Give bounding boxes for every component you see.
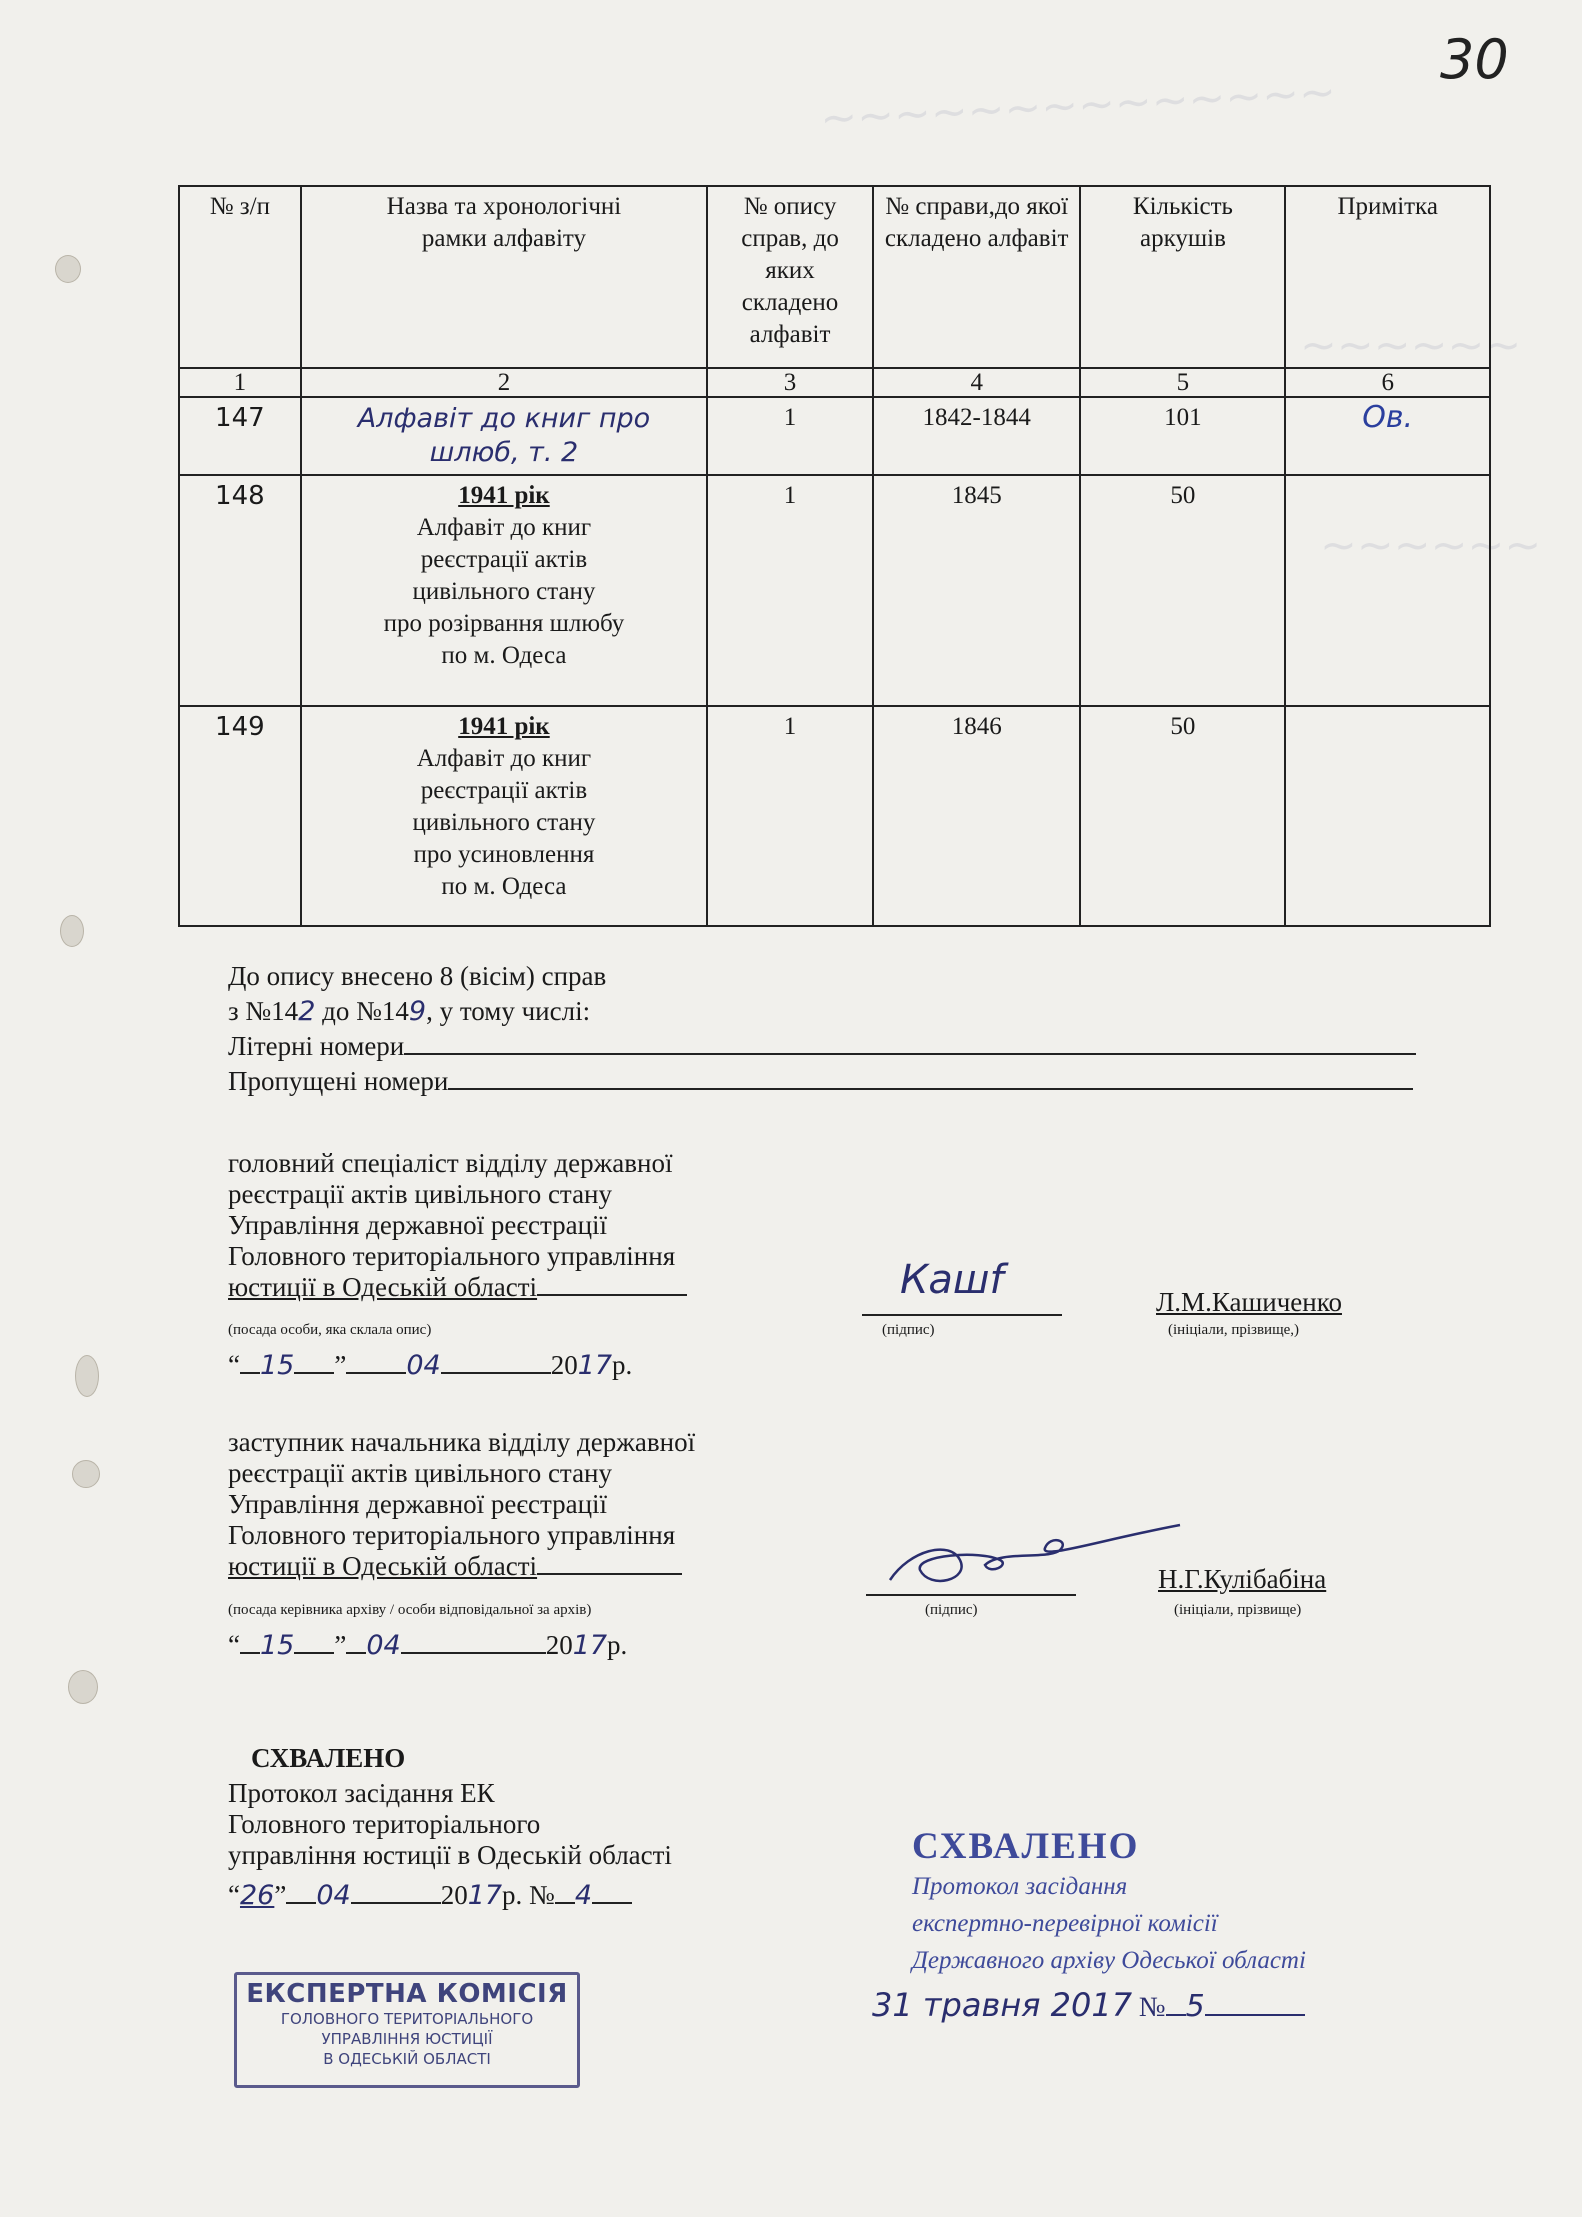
column-number: 5 — [1080, 368, 1285, 397]
row-title: 1941 рік Алфавіт до книг реєстрації актів цивільного стану про усиновлення по м. Одеса — [301, 706, 707, 926]
column-number: 1 — [179, 368, 301, 397]
compiler-signature: Кашf — [900, 1257, 1004, 1303]
punch-hole — [60, 915, 84, 947]
bleed-through-decor: ~~~~~~ — [1300, 320, 1522, 371]
archive-approval-date: 31 травня 2017 № 5 — [872, 1990, 1305, 2023]
row-note: Ов. — [1285, 397, 1490, 475]
archive-approval-stamp: СХВАЛЕНО Протокол засідання експертно-перевірної комісії Державного архіву Одеської області — [912, 1826, 1306, 1974]
approver-position-caption: (посада керівника архіву / особи відповідальної за архів) — [228, 1602, 592, 1618]
approval-left-heading: СХВАЛЕНО — [251, 1743, 406, 1773]
header-cell: № справи,до якої складено алфавіт — [873, 186, 1081, 368]
approval-left-date: “26” 04 2017р. № 4 — [228, 1880, 632, 1911]
header-cell: Примітка — [1285, 186, 1490, 368]
row-number: 148 — [179, 475, 301, 706]
column-number-row — [179, 368, 1490, 397]
punch-hole — [55, 255, 81, 283]
approver-date: “ 15 ” 04 2017р. — [228, 1630, 628, 1661]
row-note — [1285, 706, 1490, 926]
inventory-table — [178, 185, 1491, 927]
row-sprava: 1846 — [873, 706, 1081, 926]
header-cell: Кількість аркушів — [1080, 186, 1285, 368]
row-opys: 1 — [707, 397, 873, 475]
table-row — [179, 397, 1490, 475]
table-header-row — [179, 186, 1490, 368]
punch-hole — [75, 1355, 99, 1397]
bleed-through-decor: ~~~~~~~~~~~~~~ — [819, 66, 1338, 145]
approver-name-caption: (ініціали, прізвище) — [1174, 1602, 1302, 1618]
compiler-date: “ 15 ” 04 2017р. — [228, 1350, 633, 1381]
compiler-name-caption: (ініціали, прізвище,) — [1168, 1322, 1300, 1338]
header-cell: № з/п — [179, 186, 301, 368]
header-cell: Назва та хронологічні рамки алфавіту — [301, 186, 707, 368]
column-number: 3 — [707, 368, 873, 397]
expert-commission-stamp: ЕКСПЕРТНА КОМІСІЯ ГОЛОВНОГО ТЕРИТОРІАЛЬНОГО УПРАВЛІННЯ ЮСТИЦІЇ В ОДЕСЬКІЙ ОБЛАСТІ — [234, 1972, 580, 2088]
row-sheets: 101 — [1080, 397, 1285, 475]
compiler-position: головний спеціаліст відділу державної реєстрації актів цивільного стану Управління державної реєстрації Головного територіального управління юстиції в Одеській області — [228, 1148, 687, 1303]
row-sprava: 1845 — [873, 475, 1081, 706]
header-cell: № опису справ, до яких складено алфавіт — [707, 186, 873, 368]
compiler-signature-line — [862, 1314, 1062, 1316]
bleed-through-decor: ~~~~~~ — [1320, 520, 1542, 571]
compiler-signature-caption: (підпис) — [882, 1322, 935, 1338]
approval-left-body: Протокол засідання ЕК Головного територіального управління юстиції в Одеській області — [228, 1778, 672, 1870]
column-number: 4 — [873, 368, 1081, 397]
row-title-handwritten: Алфавіт до книг про шлюб, т. 2 — [301, 397, 707, 475]
approver-position: заступник начальника відділу державної реєстрації актів цивільного стану Управління державної реєстрації Головного територіального управління юстиції в Одеській області — [228, 1427, 696, 1581]
row-opys: 1 — [707, 475, 873, 706]
column-number: 2 — [301, 368, 707, 397]
approver-signature-caption: (підпис) — [925, 1602, 978, 1618]
page-number: 30 — [1440, 28, 1509, 91]
approver-signature-line — [866, 1594, 1076, 1596]
summary-line-2: з №142 до №149, у тому числі: — [228, 996, 591, 1027]
column-number: 6 — [1285, 368, 1490, 397]
table-row — [179, 475, 1490, 706]
row-sprava: 1842-1844 — [873, 397, 1081, 475]
row-title: 1941 рік Алфавіт до книг реєстрації актів цивільного стану про розірвання шлюбу по м. Одеса — [301, 475, 707, 706]
row-number: 149 — [179, 706, 301, 926]
missing-numbers-line: Пропущені номери — [228, 1066, 1413, 1097]
compiler-name: Л.М.Кашиченко — [1156, 1287, 1342, 1317]
row-sheets: 50 — [1080, 706, 1285, 926]
row-note — [1285, 475, 1490, 706]
summary-line-1: До опису внесено 8 (вісім) справ — [228, 961, 607, 991]
row-sheets: 50 — [1080, 475, 1285, 706]
approver-signature — [870, 1510, 1190, 1600]
compiler-position-caption: (посада особи, яка склала опис) — [228, 1322, 432, 1338]
letter-numbers-line: Літерні номери — [228, 1031, 1416, 1062]
approver-name: Н.Г.Кулібабіна — [1158, 1564, 1327, 1594]
row-number: 147 — [179, 397, 301, 475]
table-row — [179, 706, 1490, 926]
punch-hole — [68, 1670, 98, 1704]
punch-hole — [72, 1460, 100, 1488]
row-opys: 1 — [707, 706, 873, 926]
